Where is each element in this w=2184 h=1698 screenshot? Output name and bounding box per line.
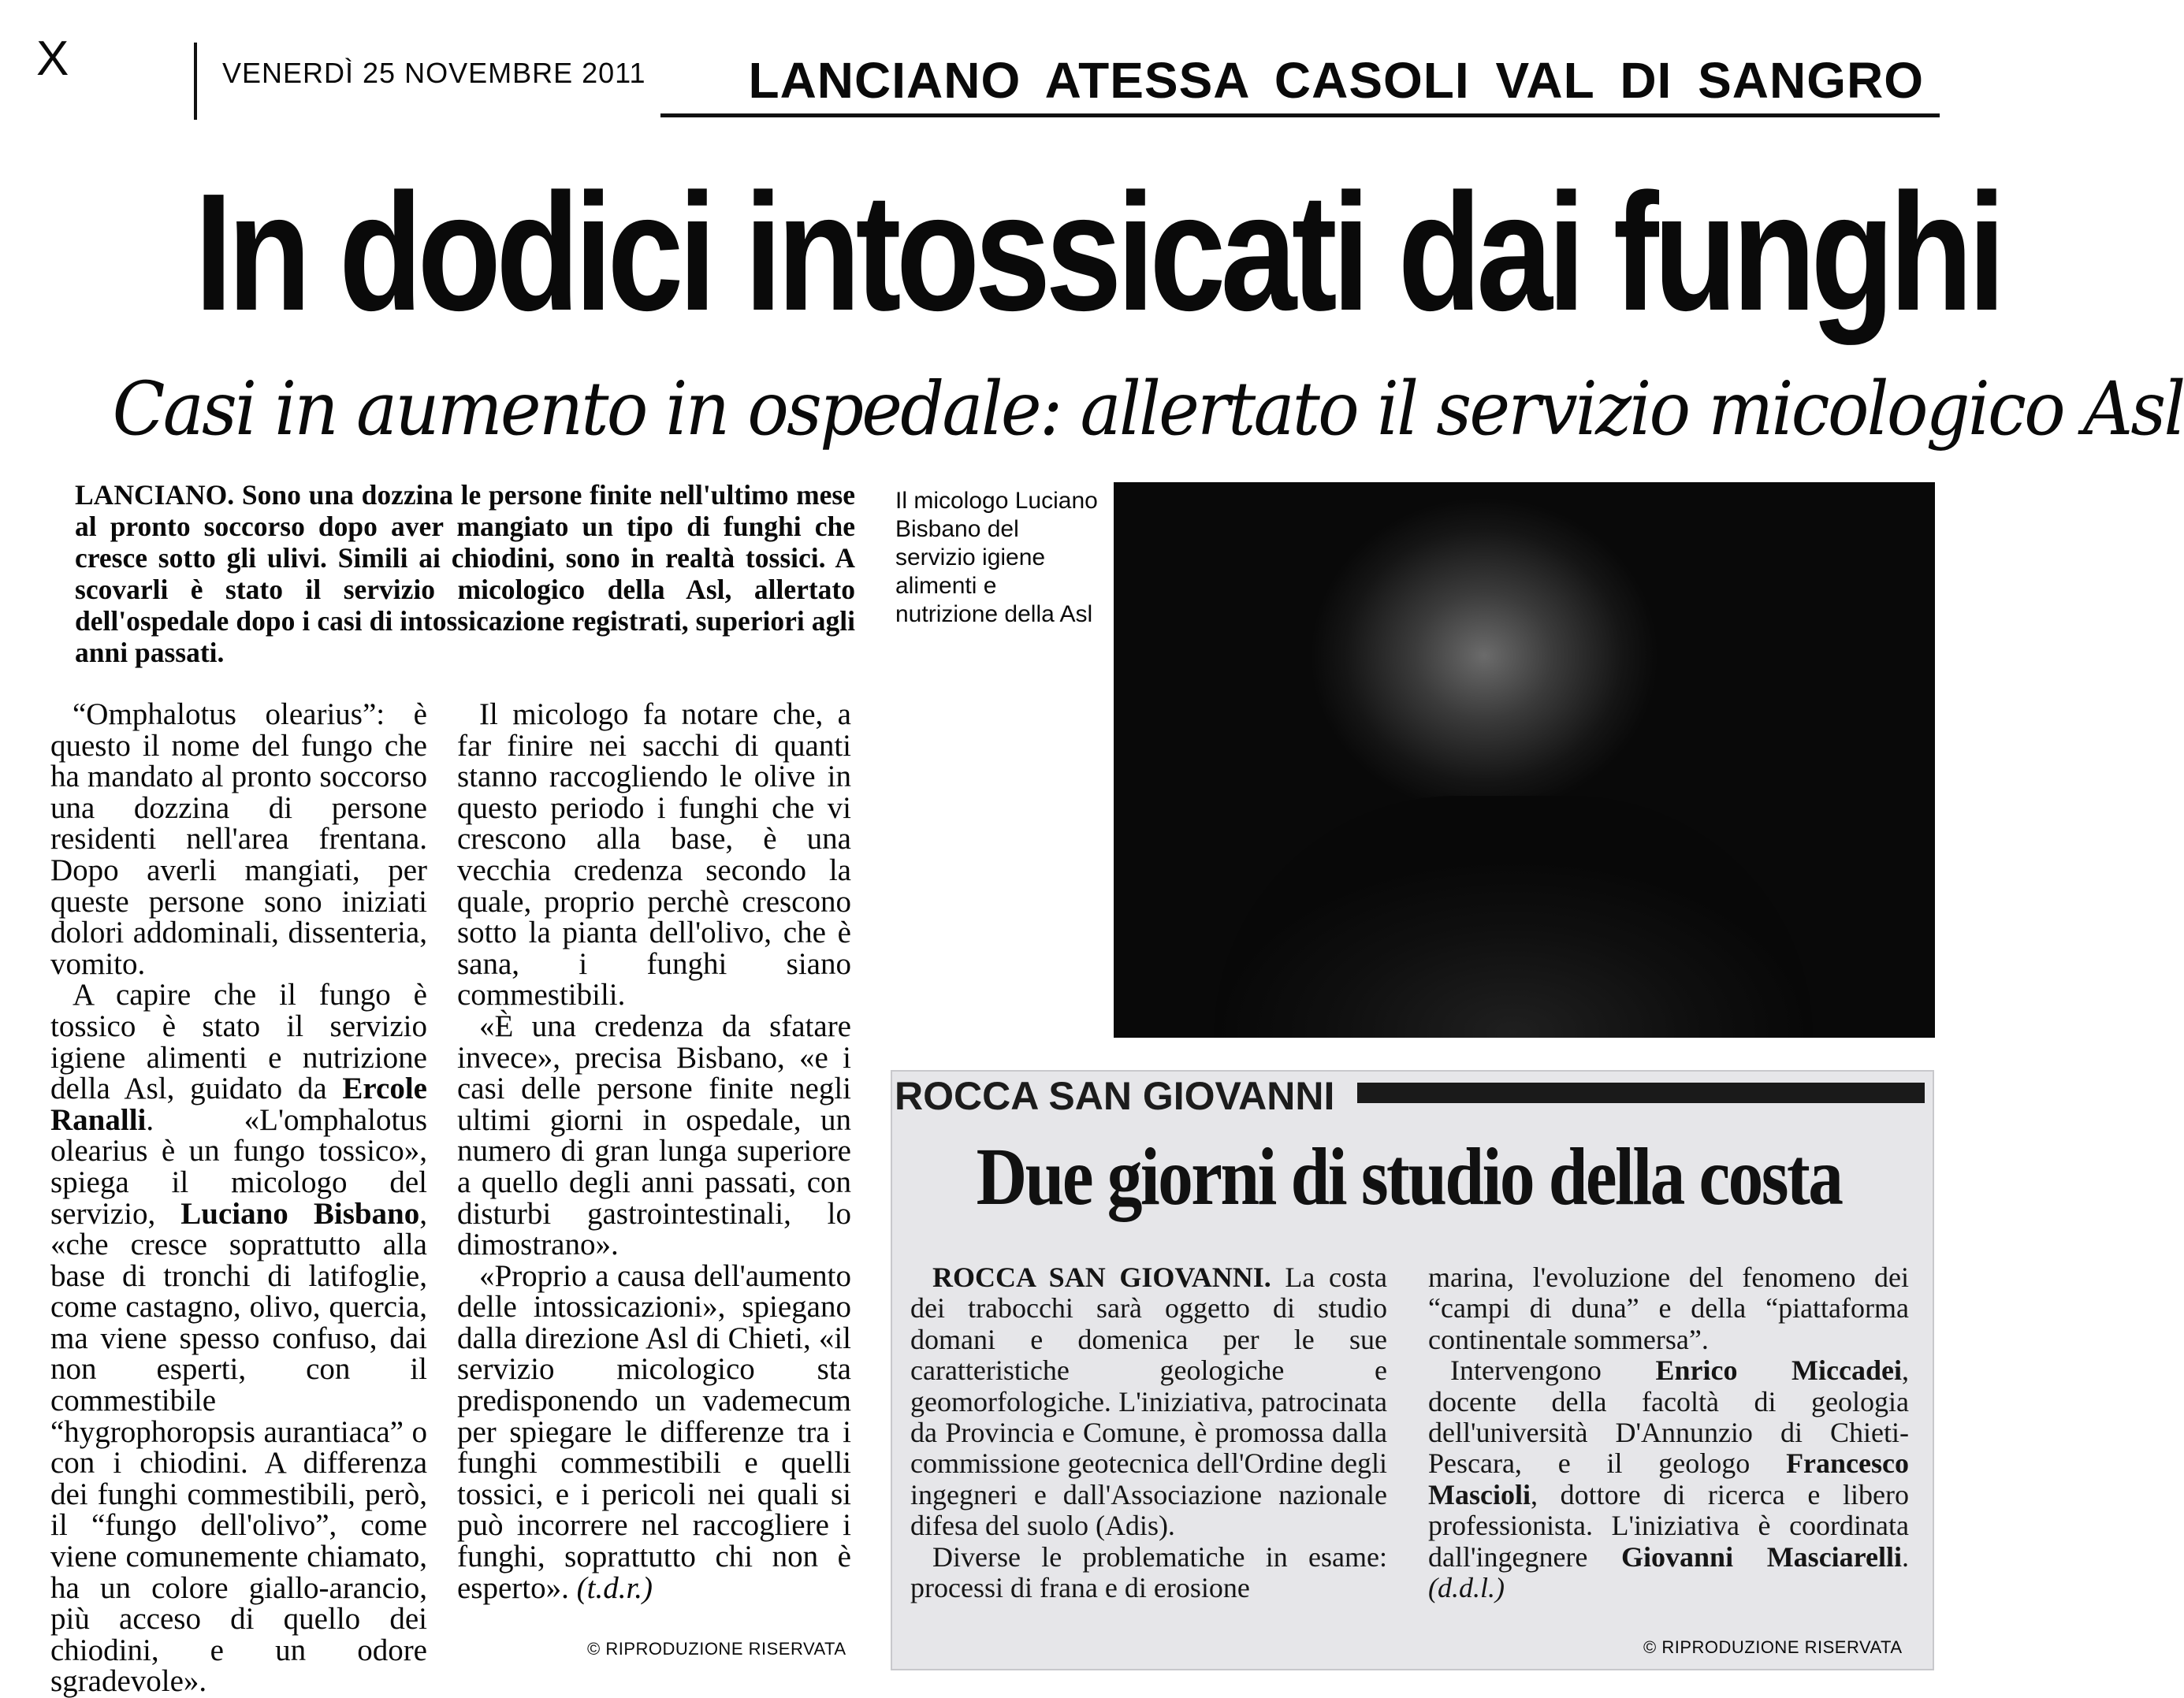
person-name: Luciano Bisbano xyxy=(180,1197,419,1231)
sidebar-kicker: ROCCA SAN GIOVANNI xyxy=(895,1072,1334,1120)
sidebar-dateline: ROCCA SAN GIOVANNI. xyxy=(932,1261,1271,1293)
issue-date: VENERDÌ 25 NOVEMBRE 2011 xyxy=(222,57,646,90)
header-rule xyxy=(660,113,1940,117)
sidebar-reproduction-notice: © RIPRODUZIONE RISERVATA xyxy=(1643,1637,1903,1658)
kicker-bar xyxy=(1357,1083,1925,1103)
person-name: Francesco Mascioli xyxy=(1428,1447,1909,1510)
section-title: LANCIANO ATESSA CASOLI VAL DI SANGRO xyxy=(748,52,1924,109)
header-divider xyxy=(194,43,197,120)
sidebar-paragraph-1 xyxy=(910,1262,1387,1542)
person-name: Giovanni Masciarelli xyxy=(1621,1541,1902,1573)
article-column-2 xyxy=(457,699,851,1603)
sidebar-p4-text-c: , dottore di ricerca e libero professionista. L'iniziativa è coordinata dall'ingegnere xyxy=(1428,1479,1909,1573)
sidebar-title: Due giorni di studio della costa xyxy=(966,1131,1851,1224)
page-number: X xyxy=(36,33,69,85)
person-name: Ercole Ranalli xyxy=(50,1072,427,1137)
lead-text: Sono una dozzina le persone finite nell'ultimo mese al pronto soccorso dopo aver mangiato un tipo di funghi che cresce sotto gli ulivi. Simili ai chiodini, sono in realtà tossici. A scovarli è stato il servizio micologico della Asl, allertato dell'ospedale dopo i casi di intossicazione registrati, superiori agli anni passati. xyxy=(75,479,855,668)
col2-paragraph-1: Il micologo fa notare che, a far finire nei sacchi di quanti stanno raccogliendo le olive in questo periodo i funghi che vi crescono alla base, è una vecchia credenza secondo la quale, proprio perchè crescono sotto la pianta dell'olivo, che è sana, i funghi siano commestibili. xyxy=(457,699,851,1011)
article-lead xyxy=(75,479,855,668)
photo-caption: Il micologo Luciano Bisbano del servizio igiene alimenti e nutrizione della Asl xyxy=(895,487,1100,629)
sidebar-paragraph-3: marina, l'evoluzione del fenomeno dei “campi di duna” e della “piattaforma continentale sommersa”. xyxy=(1428,1262,1909,1355)
article-column-1 xyxy=(50,699,427,1697)
col1-p2-text-b: . «L'omphalotus olearius è un fungo tossico», spiega il micologo del servizio, xyxy=(50,1103,427,1231)
col1-p2-text-a: A capire che il fungo è tossico è stato il servizio igiene alimenti e nutrizione della Asl, guidato da xyxy=(50,978,427,1105)
subheadline: Casi in aumento in ospedale: allertato il servizio micologico Asl xyxy=(113,366,1843,453)
sidebar-paragraph-2: Diverse le problematiche in esame: processi di frana e di erosione xyxy=(910,1542,1387,1604)
sidebar-p4-text-a: Intervengono xyxy=(1450,1354,1602,1386)
author-signature: (t.d.r.) xyxy=(577,1571,653,1605)
col2-paragraph-3 xyxy=(457,1261,851,1604)
sidebar-signature: (d.d.l.) xyxy=(1428,1572,1505,1603)
sidebar-p1-text: La costa dei trabocchi sarà oggetto di studio domani e domenica per le sue caratteristiche geologiche e geomorfologiche. L'iniziativa, patrocinata da Provincia e Comune, è promossa dalla commissione geotecnica dell'Ordine degli ingegneri e dall'Associazione nazionale difesa del suolo (Adis). xyxy=(910,1261,1387,1541)
sidebar-column-1 xyxy=(910,1262,1387,1603)
person-name: Enrico Miccadei xyxy=(1656,1354,1903,1386)
col2-paragraph-2: «È una credenza da sfatare invece», precisa Bisbano, «e i casi delle persone finite negli ultimi giorni in ospedale, un numero di gran lunga superiore a quello degli anni passati, con disturbi gastrointestinali, lo dimostrano». xyxy=(457,1011,851,1261)
col1-paragraph-2 xyxy=(50,979,427,1697)
headline: In dodici intossicati dai funghi xyxy=(195,162,1752,343)
reproduction-notice: © RIPRODUZIONE RISERVATA xyxy=(587,1639,846,1659)
sidebar-paragraph-4: Intervengono Enrico Miccadei, docente della facoltà di geologia dell'università D'Annunzio di Chieti-Pescara, e il geologo Francesco Mascioli, dottore di ricerca e libero professionista. L'iniziativa è coordinata dall'ingegnere Giovanni Masciarelli. (d.d.l.) xyxy=(1428,1355,1909,1603)
lead-dateline: LANCIANO. xyxy=(75,479,234,511)
sidebar-p4-text-b: , docente della facoltà di geologia dell'università D'Annunzio di Chieti-Pescara, e il geologo xyxy=(1428,1354,1909,1479)
col2-p3-text: «Proprio a causa dell'aumento delle intossicazioni», spiegano dalla direzione Asl di Chieti, «il servizio micologico sta predisponendo un vademecum per spiegare le differenze tra i funghi commestibili e quelli tossici, e i pericoli nei quali si può incorrere nel raccogliere i funghi, soprattutto chi non è esperto». xyxy=(457,1259,851,1605)
col1-p2-text-c: , «che cresce soprattutto alla base di tronchi di latifoglie, come castagno, olivo, quercia, ma viene spesso confuso, dai non esperti, con il commestibile “hygrophoropsis aurantiaca” o con i chiodini. A differenza dei funghi commestibili, però, il “fungo dell'olivo”, come viene comunemente chiamato, ha un colore giallo-arancio, più acceso di quello dei chiodini, e un odore sgradevole». xyxy=(50,1197,427,1698)
sidebar-column-2 xyxy=(1428,1262,1909,1603)
col1-paragraph-1: “Omphalotus olearius”: è questo il nome del fungo che ha mandato al pronto soccorso una dozzina di persone residenti nell'area frentana. Dopo averli mangiati, per queste persone sono iniziati dolori addominali, dissenteria, vomito. xyxy=(50,699,427,979)
